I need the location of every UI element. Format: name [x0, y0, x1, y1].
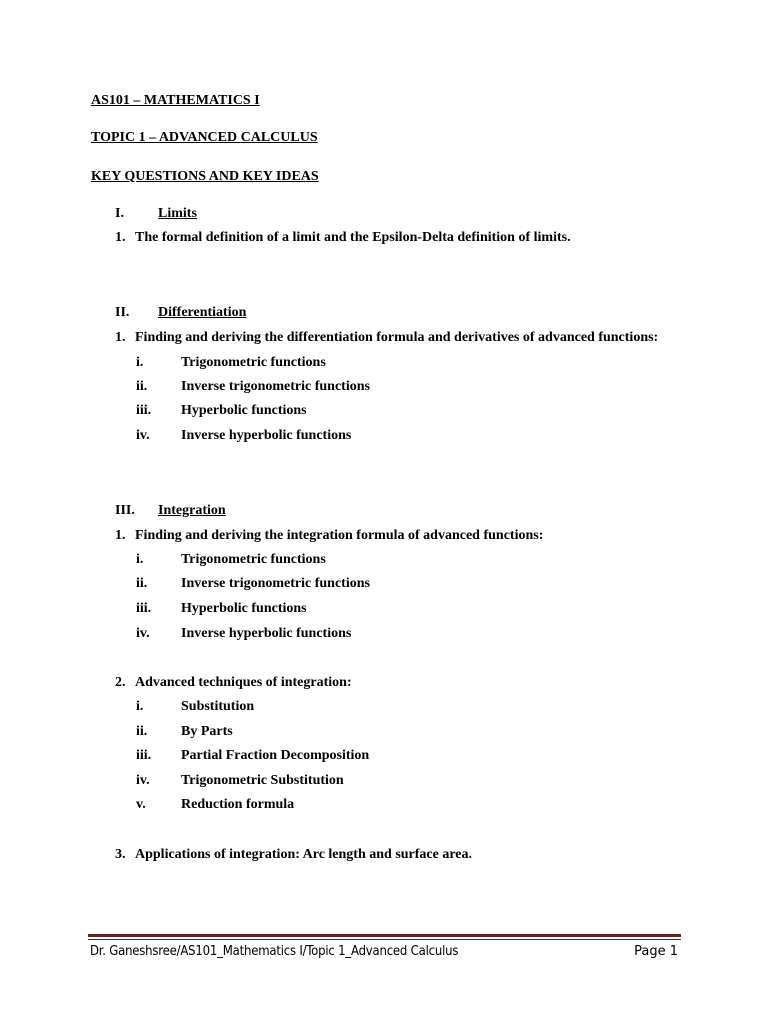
footer-document-path: Dr. Ganeshsree/AS101_Mathematics I/Topic 1_Advanced Calculus — [90, 944, 459, 959]
item-number: 3. — [115, 847, 126, 862]
subitem-text: Hyperbolic functions — [181, 601, 307, 616]
subitem-text: Trigonometric functions — [181, 355, 326, 370]
footer-rule-thin — [88, 939, 681, 940]
subitem-numeral: ii. — [136, 379, 148, 394]
course-heading: AS101 – MATHEMATICS I — [91, 93, 260, 108]
key-ideas-heading: KEY QUESTIONS AND KEY IDEAS — [91, 169, 319, 184]
subitem-numeral: iii. — [136, 748, 152, 763]
subitem-numeral: iv. — [136, 626, 150, 641]
subitem-text: Reduction formula — [181, 797, 295, 812]
subitem-numeral: iv. — [136, 773, 150, 788]
subitem-text: Hyperbolic functions — [181, 403, 307, 418]
subitem-text: Inverse trigonometric functions — [181, 576, 370, 591]
subitem-numeral: iii. — [136, 601, 152, 616]
section-numeral: III. — [115, 503, 135, 518]
subitem-numeral: iv. — [136, 428, 150, 443]
subitem-numeral: i. — [136, 355, 144, 370]
section-numeral: I. — [115, 206, 124, 221]
subitem-numeral: ii. — [136, 576, 148, 591]
subitem-text: Inverse trigonometric functions — [181, 379, 370, 394]
item-text: Advanced techniques of integration: — [135, 675, 352, 690]
subitem-text: Inverse hyperbolic functions — [181, 428, 352, 443]
subitem-numeral: iii. — [136, 403, 152, 418]
subitem-text: Trigonometric functions — [181, 552, 326, 567]
item-text: Applications of integration: Arc length and surface area. — [135, 847, 473, 862]
item-number: 1. — [115, 528, 126, 543]
item-text: Finding and deriving the integration formula of advanced functions: — [135, 528, 544, 543]
section-numeral: II. — [115, 305, 130, 320]
footer-rule-thick — [88, 934, 681, 937]
section-title-differentiation: Differentiation — [158, 305, 247, 320]
subitem-numeral: i. — [136, 552, 144, 567]
subitem-numeral: ii. — [136, 724, 148, 739]
section-title-integration: Integration — [158, 503, 226, 518]
subitem-text: Trigonometric Substitution — [181, 773, 344, 788]
subitem-numeral: i. — [136, 699, 144, 714]
subitem-numeral: v. — [136, 797, 146, 812]
subitem-text: Inverse hyperbolic functions — [181, 626, 352, 641]
item-text: The formal definition of a limit and the Epsilon-Delta definition of limits. — [135, 230, 571, 245]
section-title-limits: Limits — [158, 206, 197, 221]
topic-heading: TOPIC 1 – ADVANCED CALCULUS — [91, 130, 318, 145]
subitem-text: Partial Fraction Decomposition — [181, 748, 370, 763]
item-number: 1. — [115, 230, 126, 245]
footer-page-number: Page 1 — [634, 944, 678, 959]
item-number: 1. — [115, 330, 126, 345]
subitem-text: By Parts — [181, 724, 233, 739]
subitem-text: Substitution — [181, 699, 255, 714]
item-text: Finding and deriving the differentiation formula and derivatives of advanced functions: — [135, 330, 659, 345]
item-number: 2. — [115, 675, 126, 690]
